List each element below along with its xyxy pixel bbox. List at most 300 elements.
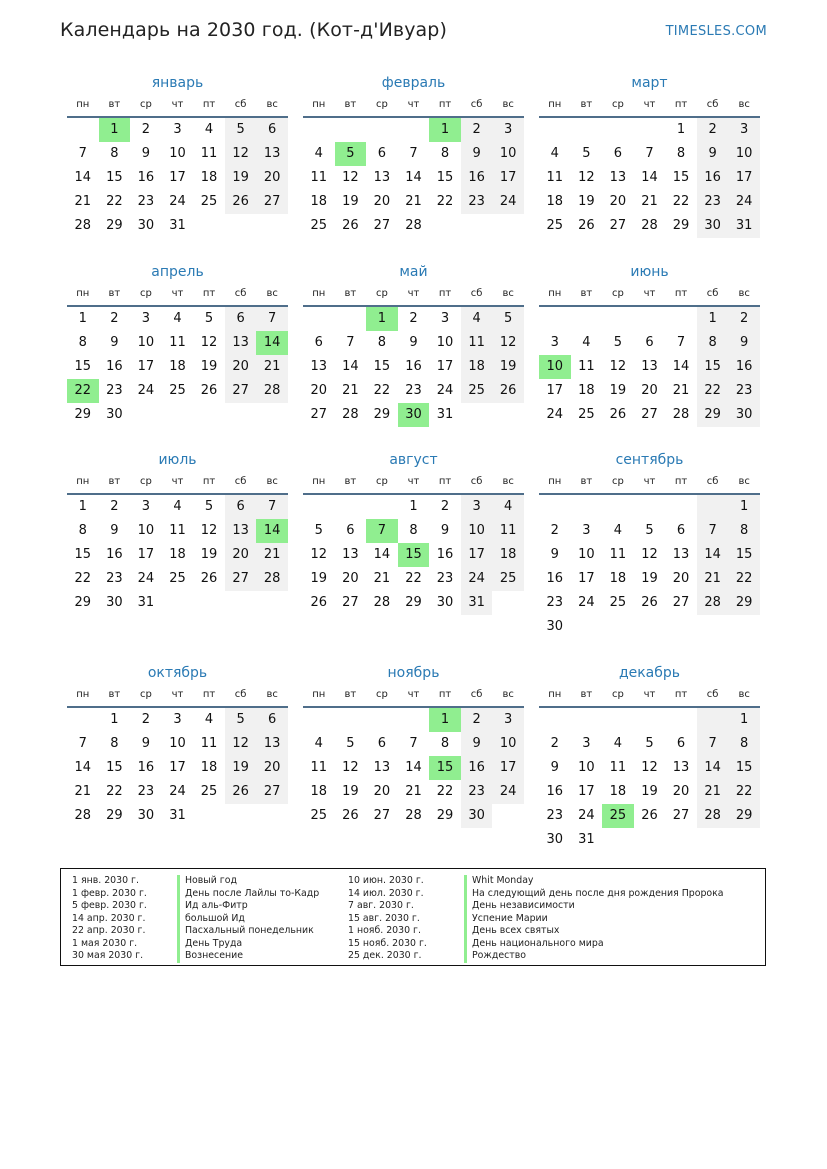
day-cell: 4 — [204, 712, 214, 727]
day-cell: 31 — [137, 595, 155, 610]
weekday-header — [67, 471, 288, 495]
day-cell: 15 — [74, 359, 92, 374]
weekday-label: вс — [502, 288, 514, 299]
empty-cell — [366, 118, 398, 142]
day-cell: 18 — [546, 194, 564, 209]
day-cell: 3 — [728, 118, 760, 142]
empty-cell — [256, 591, 288, 615]
weekday-label: пт — [674, 99, 688, 110]
day-cell: 8 — [377, 335, 387, 350]
weekday-label: ср — [375, 476, 388, 487]
day-cell: 26 — [310, 595, 328, 610]
empty-cell — [256, 804, 288, 828]
day-cell: 2 — [110, 499, 119, 514]
empty-cell — [571, 495, 603, 519]
weekday-label: вт — [580, 689, 593, 700]
day-cell: 14 — [342, 359, 359, 374]
day-cell: 19 — [342, 784, 359, 799]
weekday-label: сб — [706, 689, 719, 700]
month-name: сентябрь — [615, 452, 684, 468]
day-cell: 31 — [169, 218, 186, 233]
weekday-label: пн — [548, 288, 562, 299]
day-cell: 10 — [436, 335, 454, 350]
day-cell: 4 — [461, 307, 493, 331]
day-cell: 20 — [373, 194, 391, 209]
weekday-label: ср — [139, 689, 152, 700]
day-cell: 7 — [697, 519, 729, 543]
day-cell: 26 — [342, 218, 359, 233]
day-cell: 23 — [137, 784, 155, 799]
month-9 — [539, 449, 760, 639]
day-cell: 24 — [728, 190, 760, 214]
day-cell: 5 — [582, 146, 591, 161]
legend-holiday-name: На следующий день после дня рождения Пророка — [464, 888, 724, 901]
day-cell: 6 — [314, 335, 323, 350]
empty-cell — [539, 118, 571, 142]
empty-cell — [665, 307, 697, 331]
day-cell: 28 — [256, 379, 288, 403]
day-cell: 19 — [200, 547, 218, 562]
day-cell: 19 — [310, 571, 328, 586]
day-cell: 13 — [310, 359, 328, 374]
day-cell: 29 — [106, 808, 123, 823]
weekday-label: пн — [312, 689, 326, 700]
day-cell: 2 — [141, 122, 151, 137]
empty-cell — [665, 615, 697, 639]
day-cell: 18 — [200, 760, 218, 775]
day-cell: 13 — [672, 760, 690, 775]
day-cell: 4 — [314, 736, 323, 751]
day-cell: 25 — [602, 804, 634, 828]
day-cell: 6 — [377, 146, 387, 161]
empty-cell — [193, 214, 225, 238]
weekday-label: ср — [375, 288, 388, 299]
day-cell: 17 — [169, 170, 186, 185]
legend-date: 5 февр. 2030 г. — [72, 900, 147, 911]
day-cell: 29 — [728, 804, 760, 828]
day-cell: 27 — [225, 567, 257, 591]
day-cell: 8 — [676, 146, 686, 161]
day-cell: 22 — [74, 571, 92, 586]
day-cell: 12 — [342, 170, 359, 185]
day-cell: 25 — [169, 383, 186, 398]
month-6 — [539, 261, 760, 427]
day-cell: 19 — [225, 756, 257, 780]
day-cell: 3 — [173, 712, 182, 727]
day-cell: 20 — [256, 756, 288, 780]
day-cell: 11 — [200, 736, 218, 751]
day-cell: 10 — [578, 547, 595, 562]
weekday-label: вс — [502, 476, 514, 487]
day-cell: 18 — [200, 170, 218, 185]
day-cell: 30 — [106, 407, 123, 422]
day-cell: 2 — [461, 118, 493, 142]
day-cell: 3 — [492, 118, 524, 142]
day-cell: 3 — [440, 311, 450, 326]
weekday-label: ср — [139, 288, 152, 299]
legend-holiday-name: Вознесение — [177, 950, 319, 963]
empty-cell — [162, 591, 194, 615]
weekday-label: вс — [738, 99, 750, 110]
day-cell: 7 — [78, 736, 87, 751]
empty-cell — [335, 307, 367, 331]
day-cell: 19 — [578, 194, 595, 209]
day-cell: 8 — [110, 736, 119, 751]
day-cell: 28 — [74, 218, 92, 233]
day-cell: 15 — [672, 170, 690, 185]
day-cell: 11 — [492, 519, 524, 543]
day-grid — [303, 118, 524, 238]
day-cell: 10 — [169, 146, 186, 161]
weekday-label: пт — [202, 689, 216, 700]
day-cell: 11 — [578, 359, 595, 374]
day-cell: 26 — [225, 780, 257, 804]
day-cell: 11 — [609, 760, 627, 775]
empty-cell — [225, 214, 257, 238]
day-cell: 12 — [310, 547, 328, 562]
legend-date: 7 авг. 2030 г. — [348, 900, 414, 911]
weekday-label: пн — [76, 288, 90, 299]
day-cell: 10 — [169, 736, 186, 751]
day-cell: 28 — [373, 595, 391, 610]
day-cell: 17 — [578, 571, 595, 586]
day-cell: 27 — [256, 190, 288, 214]
day-cell: 4 — [582, 335, 591, 350]
weekday-header — [303, 684, 524, 708]
day-cell: 3 — [582, 736, 591, 751]
weekday-label: вс — [266, 689, 278, 700]
weekday-header — [539, 283, 760, 307]
empty-cell — [492, 804, 524, 828]
weekday-label: ср — [375, 689, 388, 700]
day-cell: 18 — [609, 571, 627, 586]
empty-cell — [602, 828, 634, 852]
empty-cell — [634, 615, 666, 639]
day-cell: 23 — [405, 383, 422, 398]
day-cell: 22 — [373, 383, 391, 398]
day-cell: 16 — [137, 760, 155, 775]
month-8 — [303, 449, 524, 615]
empty-cell — [697, 828, 729, 852]
day-cell: 12 — [641, 760, 658, 775]
day-cell: 26 — [342, 808, 359, 823]
day-cell: 14 — [256, 331, 288, 355]
weekday-label: вт — [344, 288, 357, 299]
legend-date: 30 мая 2030 г. — [72, 950, 144, 961]
day-cell: 22 — [728, 567, 760, 591]
day-cell: 18 — [492, 543, 524, 567]
month-5 — [303, 261, 524, 427]
month-name: июль — [158, 452, 197, 468]
day-cell: 20 — [225, 355, 257, 379]
legend-holiday-name: Whit Monday — [464, 875, 724, 888]
day-cell: 1 — [429, 708, 461, 732]
empty-cell — [225, 403, 257, 427]
day-cell: 18 — [310, 194, 328, 209]
day-cell: 21 — [373, 571, 391, 586]
weekday-label: вс — [266, 288, 278, 299]
day-cell: 2 — [550, 523, 559, 538]
legend-holiday-name: День национального мира — [464, 938, 724, 951]
weekday-label: вт — [108, 99, 121, 110]
weekday-label: вт — [108, 689, 121, 700]
day-cell: 10 — [461, 519, 493, 543]
day-cell: 14 — [697, 756, 729, 780]
weekday-label: вт — [344, 689, 357, 700]
day-cell: 4 — [314, 146, 323, 161]
day-cell: 14 — [74, 760, 92, 775]
day-cell: 28 — [672, 407, 690, 422]
month-name: октябрь — [147, 665, 208, 681]
day-cell: 2 — [550, 736, 559, 751]
day-grid — [67, 118, 288, 238]
day-cell: 23 — [461, 190, 493, 214]
day-cell: 20 — [641, 383, 658, 398]
empty-cell — [366, 495, 398, 519]
day-cell: 29 — [405, 595, 422, 610]
day-cell: 22 — [728, 780, 760, 804]
day-cell: 6 — [256, 708, 288, 732]
weekday-label: пт — [674, 288, 688, 299]
day-cell: 23 — [546, 595, 564, 610]
empty-cell — [303, 118, 335, 142]
day-cell: 29 — [373, 407, 391, 422]
day-cell: 16 — [697, 166, 729, 190]
day-cell: 23 — [137, 194, 155, 209]
day-cell: 19 — [342, 194, 359, 209]
empty-cell — [398, 708, 430, 732]
day-cell: 24 — [436, 383, 454, 398]
day-cell: 12 — [641, 547, 658, 562]
day-cell: 13 — [225, 519, 257, 543]
empty-cell — [461, 403, 493, 427]
weekday-label: пт — [438, 288, 452, 299]
day-cell: 24 — [461, 567, 493, 591]
day-cell: 20 — [672, 784, 690, 799]
empty-cell — [665, 828, 697, 852]
day-cell: 29 — [106, 218, 123, 233]
weekday-label: пн — [76, 476, 90, 487]
empty-cell — [634, 828, 666, 852]
empty-cell — [539, 307, 571, 331]
legend-date: 1 мая 2030 г. — [72, 937, 138, 949]
empty-cell — [335, 118, 367, 142]
day-cell: 21 — [256, 543, 288, 567]
day-cell: 9 — [550, 547, 559, 562]
day-cell: 20 — [373, 784, 391, 799]
day-cell: 31 — [461, 591, 493, 615]
day-cell: 24 — [546, 407, 564, 422]
day-cell: 28 — [405, 218, 422, 233]
day-cell: 25 — [200, 784, 218, 799]
day-cell: 21 — [405, 784, 422, 799]
day-cell: 17 — [436, 359, 454, 374]
empty-cell — [571, 615, 603, 639]
legend-date: 1 февр. 2030 г. — [72, 887, 147, 899]
day-cell: 4 — [173, 499, 182, 514]
day-cell: 20 — [310, 383, 328, 398]
legend-holiday-name: Успение Марии — [464, 913, 724, 926]
day-cell: 1 — [99, 118, 131, 142]
month-12 — [539, 662, 760, 852]
month-name: май — [399, 264, 428, 280]
day-cell: 2 — [409, 311, 418, 326]
legend-holiday-name: День независимости — [464, 900, 724, 913]
day-cell: 29 — [436, 808, 454, 823]
day-cell: 22 — [106, 194, 123, 209]
weekday-label: пн — [76, 99, 90, 110]
day-cell: 31 — [728, 214, 760, 238]
day-cell: 17 — [578, 784, 595, 799]
weekday-header — [67, 283, 288, 307]
empty-cell — [634, 708, 666, 732]
day-cell: 16 — [461, 166, 493, 190]
weekday-label: чт — [407, 476, 420, 487]
day-cell: 5 — [613, 335, 623, 350]
legend-holiday-name: Рождество — [464, 950, 724, 963]
day-cell: 7 — [256, 495, 288, 519]
day-cell: 17 — [169, 760, 186, 775]
day-cell: 26 — [641, 808, 658, 823]
day-grid — [303, 307, 524, 427]
weekday-label: вс — [502, 99, 514, 110]
day-cell: 16 — [546, 571, 564, 586]
month-name: март — [631, 75, 668, 91]
day-cell: 1 — [366, 307, 398, 331]
weekday-label: сб — [234, 99, 247, 110]
empty-cell — [665, 495, 697, 519]
day-cell: 27 — [256, 780, 288, 804]
day-cell: 22 — [67, 379, 99, 403]
day-cell: 1 — [409, 499, 418, 514]
empty-cell — [602, 495, 634, 519]
day-cell: 18 — [578, 383, 595, 398]
day-cell: 27 — [373, 808, 391, 823]
day-cell: 9 — [461, 732, 493, 756]
day-cell: 5 — [204, 311, 214, 326]
day-cell: 10 — [137, 523, 155, 538]
day-cell: 10 — [578, 760, 595, 775]
day-cell: 15 — [373, 359, 391, 374]
day-cell: 20 — [225, 543, 257, 567]
day-cell: 26 — [641, 595, 658, 610]
weekday-label: сб — [470, 288, 483, 299]
weekday-label: ср — [611, 476, 624, 487]
day-cell: 13 — [641, 359, 658, 374]
empty-cell — [193, 403, 225, 427]
day-cell: 11 — [200, 146, 218, 161]
day-cell: 5 — [225, 708, 257, 732]
day-cell: 3 — [173, 122, 182, 137]
day-cell: 4 — [204, 122, 214, 137]
day-cell: 1 — [676, 122, 686, 137]
brand-link[interactable]: TIMESLES.COM — [665, 24, 767, 39]
weekday-label: вт — [108, 288, 121, 299]
day-grid — [67, 495, 288, 615]
day-cell: 17 — [546, 383, 564, 398]
day-cell: 21 — [256, 355, 288, 379]
day-cell: 2 — [728, 307, 760, 331]
day-cell: 6 — [225, 307, 257, 331]
day-cell: 8 — [78, 335, 87, 350]
month-name: ноябрь — [387, 665, 440, 681]
weekday-label: чт — [643, 99, 656, 110]
weekday-label: ср — [139, 476, 152, 487]
day-cell: 19 — [641, 784, 658, 799]
weekday-header — [67, 94, 288, 118]
day-cell: 16 — [106, 547, 123, 562]
day-cell: 11 — [461, 331, 493, 355]
weekday-header — [303, 283, 524, 307]
day-cell: 18 — [169, 359, 186, 374]
day-cell: 16 — [137, 170, 155, 185]
weekday-label: сб — [470, 99, 483, 110]
day-cell: 5 — [204, 499, 214, 514]
day-cell: 5 — [225, 118, 257, 142]
weekday-label: пт — [202, 99, 216, 110]
day-cell: 1 — [728, 495, 760, 519]
month-name: февраль — [381, 75, 446, 91]
weekday-label: вт — [344, 99, 357, 110]
day-grid — [67, 307, 288, 427]
empty-cell — [728, 615, 760, 639]
day-cell: 25 — [169, 571, 186, 586]
empty-cell — [697, 615, 729, 639]
empty-cell — [634, 118, 666, 142]
weekday-label: вт — [580, 476, 593, 487]
day-cell: 27 — [672, 808, 690, 823]
weekday-label: чт — [171, 99, 184, 110]
day-cell: 11 — [169, 335, 186, 350]
day-cell: 1 — [429, 118, 461, 142]
weekday-label: вс — [266, 99, 278, 110]
day-cell: 5 — [346, 736, 355, 751]
day-cell: 2 — [461, 708, 493, 732]
day-cell: 14 — [256, 519, 288, 543]
day-cell: 25 — [310, 218, 328, 233]
day-cell: 9 — [728, 331, 760, 355]
day-cell: 4 — [613, 736, 623, 751]
day-cell: 18 — [609, 784, 627, 799]
day-cell: 8 — [440, 736, 450, 751]
day-cell: 7 — [346, 335, 355, 350]
month-10 — [67, 662, 288, 828]
weekday-label: пн — [312, 288, 326, 299]
day-cell: 3 — [141, 311, 151, 326]
day-cell: 19 — [225, 166, 257, 190]
day-cell: 12 — [578, 170, 595, 185]
day-cell: 1 — [697, 307, 729, 331]
legend-holiday-name: Новый год — [177, 875, 319, 888]
day-cell: 9 — [110, 335, 119, 350]
day-cell: 8 — [728, 519, 760, 543]
weekday-label: сб — [234, 288, 247, 299]
legend-holiday-name: Пасхальный понедельник — [177, 925, 319, 938]
day-cell: 15 — [728, 756, 760, 780]
day-cell: 9 — [440, 523, 450, 538]
day-cell: 17 — [461, 543, 493, 567]
weekday-label: чт — [171, 689, 184, 700]
day-cell: 30 — [106, 595, 123, 610]
day-cell: 9 — [110, 523, 119, 538]
day-cell: 22 — [436, 784, 454, 799]
day-cell: 15 — [106, 170, 123, 185]
day-cell: 21 — [342, 383, 359, 398]
day-grid — [67, 708, 288, 828]
weekday-label: вт — [108, 476, 121, 487]
day-cell: 16 — [546, 784, 564, 799]
day-cell: 10 — [539, 355, 571, 379]
